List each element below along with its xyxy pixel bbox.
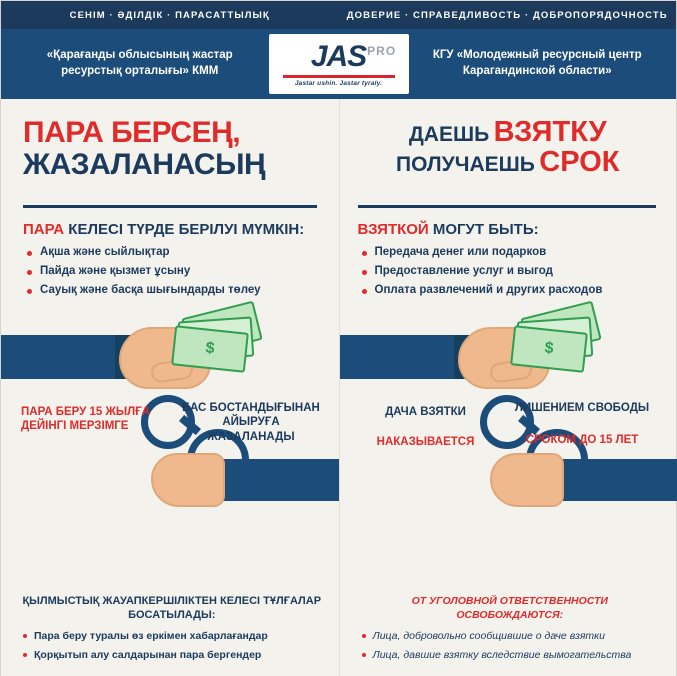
- footer-russian: [340, 595, 677, 668]
- headline-kazakh-line1: ПАРА БЕРСЕҢ,: [23, 116, 241, 149]
- header-band: [1, 29, 676, 99]
- caption-russian-red2: СРОКОМ ДО 15 ЛЕТ: [525, 434, 639, 446]
- dollar-sign: $: [543, 339, 554, 358]
- second-hand-icon: [151, 453, 225, 507]
- dollar-sign: $: [204, 339, 216, 358]
- logo-text-pro: PRO: [367, 43, 397, 58]
- second-hand-icon: [490, 453, 564, 507]
- subtitle-russian-rest: МОГУТ БЫТЬ:: [428, 221, 539, 238]
- org-name-russian: КГУ «Молодежный ресурсный центр Карагандинской области»: [432, 49, 642, 77]
- caption-russian-dark2: ЛИШЕНИЕМ СВОБОДЫ: [514, 402, 650, 414]
- footer-title-russian: ОТ УГОЛОВНОЙ ОТВЕТСТВЕННОСТИ ОСВОБОЖДАЮТСЯ:: [411, 595, 608, 622]
- footer-title-kazakh: ҚЫЛМЫСТЫҚ ЖАУАПКЕРШІЛІКТЕН КЕЛЕСІ ТҰЛҒАЛАР БОСАТЫЛАДЫ:: [22, 595, 322, 622]
- caption-russian-dark: ДАЧА ВЗЯТКИ: [385, 406, 466, 418]
- bullet-list-kazakh: [27, 246, 321, 303]
- caption-kazakh-red: ПАРА БЕРУ 15 ЖЫЛҒА ДЕЙІНГІ МЕРЗІМГЕ: [21, 406, 151, 433]
- logo-text-jas: JAS: [310, 39, 367, 73]
- caption-russian-red: НАКАЗЫВАЕТСЯ: [376, 436, 475, 448]
- logo-red-underline: [283, 75, 395, 78]
- headline-russian-word4: СРОК: [539, 146, 620, 179]
- money-icon: [508, 307, 604, 365]
- headline-kazakh: [1, 99, 339, 195]
- list-item: Ақша және сыйлықтар: [27, 246, 321, 265]
- logo-wordmark-row: [310, 39, 397, 73]
- subtitle-kazakh-highlight: ПАРА: [23, 221, 65, 238]
- top-slogan-kazakh: СЕНІМ · ӘДІЛДІК · ПАРАСАТТЫЛЫҚ: [69, 9, 270, 21]
- illustration-kazakh: [1, 309, 339, 519]
- headline-russian-row2: [358, 147, 659, 177]
- headline-russian-word1: ДАЕШЬ: [408, 123, 490, 146]
- divider-russian: [358, 205, 657, 208]
- logo-slogan: Jastar ushin. Jastar tyraly.: [294, 79, 383, 87]
- list-item: Пайда және қызмет ұсыну: [27, 265, 321, 284]
- subtitle-kazakh-rest: КЕЛЕСІ ТҮРДЕ БЕРІЛУІ МҮМКІН:: [64, 221, 305, 238]
- list-item: Лица, давшие взятку вследствие вымогательства: [362, 649, 659, 668]
- column-kazakh: [1, 99, 339, 676]
- headline-russian-word3: ПОЛУЧАЕШЬ: [396, 153, 535, 177]
- top-slogan-bar: [1, 1, 676, 29]
- footer-kazakh: [1, 594, 339, 668]
- caption-kazakh-dark: БАС БОСТАНДЫҒЫНАН АЙЫРУҒА ЖАЗАЛАНАДЫ: [182, 402, 320, 443]
- list-item: Лица, добровольно сообщившие о даче взятки: [362, 630, 659, 649]
- headline-kazakh-line2: ЖАЗАЛАНАСЫҢ: [23, 147, 266, 181]
- list-item: Передача денег или подарков: [362, 246, 659, 265]
- money-icon: [169, 307, 265, 365]
- list-item: Сауық және басқа шығындарды төлеу: [27, 284, 321, 303]
- subtitle-kazakh: [23, 221, 317, 238]
- list-item: Пара беру туралы өз еркімен хабарлағандар: [23, 630, 321, 649]
- headline-russian-word2: ВЗЯТКУ: [493, 116, 607, 148]
- content-columns: [1, 99, 676, 676]
- headline-russian-row1: [358, 117, 659, 147]
- column-russian: [339, 99, 677, 676]
- list-item: Қорқытып алу салдарынан пара бергендер: [23, 649, 321, 668]
- list-item: Предоставление услуг и выгод: [362, 265, 659, 284]
- jaspro-logo: [269, 34, 409, 94]
- org-name-kazakh: «Қарағанды облысының жастар ресурстық орталығы» КММ: [46, 49, 233, 77]
- subtitle-russian-highlight: ВЗЯТКОЙ: [357, 221, 429, 238]
- footer-list-russian: [362, 630, 659, 668]
- subtitle-russian: [358, 221, 655, 238]
- list-item: Оплата развлечений и других расходов: [362, 284, 659, 303]
- bullet-list-russian: [362, 246, 659, 303]
- divider-kazakh: [23, 205, 317, 208]
- footer-list-kazakh: [23, 630, 321, 668]
- headline-russian: [340, 99, 677, 195]
- top-slogan-russian: ДОВЕРИЕ · СПРАВЕДЛИВОСТЬ · ДОБРОПОРЯДОЧНОСТЬ: [346, 9, 668, 21]
- illustration-russian: [340, 309, 677, 519]
